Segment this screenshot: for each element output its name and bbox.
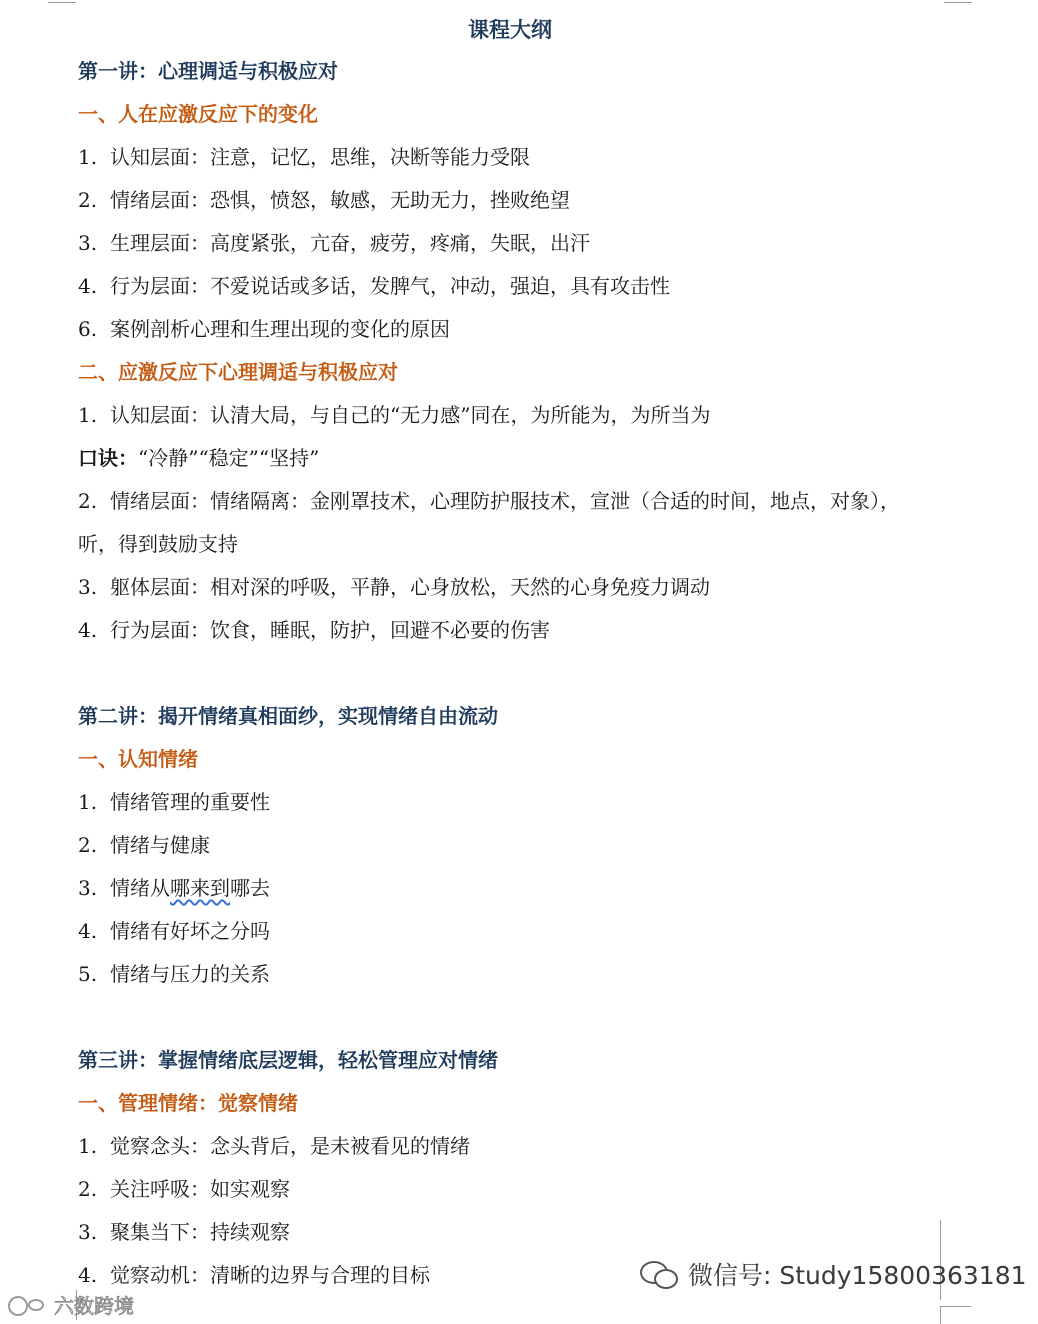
list-item: 4. 觉察动机：清晰的边界与合理的目标: [78, 1263, 430, 1287]
crop-mark-bottom-right: [940, 1306, 971, 1324]
list-item: 1. 认知层面：注意，记忆，思维，决断等能力受限: [78, 145, 530, 169]
crop-mark-top-right: [944, 0, 972, 3]
spellcheck-underline: 哪来到: [170, 876, 230, 900]
list-item: 3. 情绪从哪来到哪去: [78, 876, 270, 900]
mnemonic-label: 口诀：: [78, 446, 138, 470]
list-item: 2. 情绪层面：恐惧，愤怒，敏感，无助无力，挫败绝望: [78, 188, 570, 212]
list-item: 4. 行为层面：不爱说话或多话，发脾气，冲动，强迫，具有攻击性: [78, 274, 670, 298]
wechat-watermark: [640, 1256, 1027, 1292]
wechat-icon: [640, 1259, 678, 1289]
lecture-3-section-1-heading: 一、管理情绪：觉察情绪: [78, 1091, 298, 1115]
lecture-1-section-1-heading: 一、人在应激反应下的变化: [78, 102, 318, 126]
list-item: 6. 案例剖析心理和生理出现的变化的原因: [78, 317, 450, 341]
list-item: 2. 情绪与健康: [78, 833, 210, 857]
list-item: 3. 聚集当下：持续观察: [78, 1220, 290, 1244]
document-title: 课程大纲: [468, 17, 552, 42]
logo-icon: [8, 1294, 48, 1316]
list-item: 1. 情绪管理的重要性: [78, 790, 270, 814]
list-item: 3. 躯体层面：相对深的呼吸，平静，心身放松，天然的心身免疫力调动: [78, 575, 710, 599]
list-item: 4. 行为层面：饮食，睡眠，防护，回避不必要的伤害: [78, 618, 550, 642]
list-item: 1. 认知层面：认清大局，与自己的“无力感”同在，为所能为，为所当为: [78, 403, 711, 427]
lecture-1-heading: 第一讲：心理调适与积极应对: [78, 59, 338, 83]
watermark-text: 微信号: Study15800363181: [688, 1261, 1027, 1290]
crop-mark-top-left: [48, 0, 76, 3]
lecture-2-heading: 第二讲：揭开情绪真相面纱，实现情绪自由流动: [78, 704, 498, 728]
lecture-3-heading: 第三讲：掌握情绪底层逻辑，轻松管理应对情绪: [78, 1048, 498, 1072]
list-item: 2. 情绪层面：情绪隔离：金刚罩技术，心理防护服技术，宣泄（合适的时间，地点，对象），: [78, 489, 900, 513]
list-item-continuation: 听，得到鼓励支持: [78, 532, 238, 556]
list-item: 3. 生理层面：高度紧张，亢奋，疲劳，疼痛，失眠，出汗: [78, 231, 590, 255]
lecture-1-section-2-heading: 二、应激反应下心理调适与积极应对: [78, 360, 398, 384]
lecture-2-section-1-heading: 一、认知情绪: [78, 747, 198, 771]
list-item: 5. 情绪与压力的关系: [78, 962, 270, 986]
list-item: 2. 关注呼吸：如实观察: [78, 1177, 290, 1201]
mnemonic: [78, 444, 319, 472]
list-item: 4. 情绪有好坏之分吗: [78, 919, 270, 943]
logo-text: 六数跨境: [54, 1294, 134, 1318]
list-item: 1. 觉察念头：念头背后，是未被看见的情绪: [78, 1134, 470, 1158]
mnemonic-text: “冷静”“稳定”“坚持”: [138, 446, 320, 470]
brand-logo: [8, 1290, 134, 1319]
